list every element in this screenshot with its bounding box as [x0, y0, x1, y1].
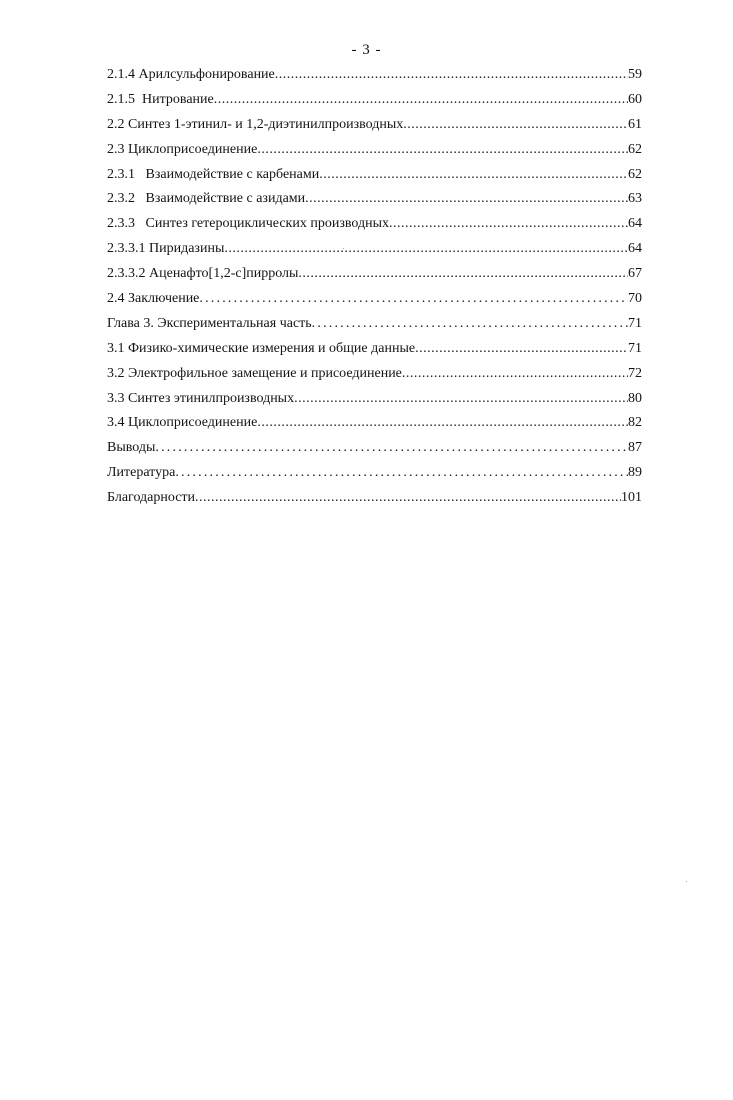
- toc-entry: [107, 66, 642, 91]
- toc-entry-page: 87: [628, 440, 642, 456]
- dot-leader: [415, 340, 628, 358]
- toc-entry-title: 2.1.4 Арилсульфонирование: [107, 67, 275, 82]
- toc-entry: [107, 414, 642, 439]
- toc-entry-page: 89: [628, 465, 642, 481]
- toc-entry: [107, 489, 642, 514]
- dot-leader: [257, 414, 628, 432]
- toc-entry-page: 80: [628, 390, 642, 406]
- toc-entry: [107, 166, 642, 191]
- toc-entry-title: 2.1.5 Нитрование: [107, 91, 214, 107]
- toc-entry: [107, 390, 642, 415]
- toc-entry-page: 101: [621, 490, 642, 506]
- toc-entry-page: 70: [628, 291, 642, 307]
- toc-entry-page: 82: [628, 415, 642, 431]
- toc-entry: [107, 365, 642, 390]
- dot-leader: [224, 240, 628, 258]
- dot-leader: [175, 464, 628, 482]
- table-of-contents: [107, 66, 642, 514]
- toc-entry-page: 63: [628, 191, 642, 207]
- dot-leader: [275, 66, 628, 84]
- toc-entry-title: 2.3 Циклоприсоединение: [107, 141, 258, 157]
- toc-entry-page: 64: [628, 241, 642, 257]
- toc-entry: [107, 240, 642, 265]
- toc-entry-title: 2.2 Синтез 1-этинил- и 1,2-диэтинилпроизводных: [107, 116, 404, 132]
- dot-leader: [319, 166, 628, 184]
- toc-entry-page: 62: [628, 166, 642, 182]
- toc-entry-title: 3.1 Физико-химические измерения и общие данные: [107, 340, 416, 356]
- toc-entry-title: 2.3.3.1 Пиридазины: [107, 241, 225, 257]
- toc-entry: [107, 290, 642, 315]
- toc-entry-title: 3.3 Синтез этинилпроизводных: [107, 390, 295, 406]
- toc-entry: [107, 190, 642, 215]
- dot-leader: [294, 390, 628, 408]
- toc-entry-title: Выводы: [107, 440, 156, 456]
- toc-entry: [107, 340, 642, 365]
- toc-entry-page: 62: [628, 141, 642, 157]
- dot-leader: [214, 91, 628, 109]
- toc-entry-page: 67: [628, 266, 642, 282]
- toc-entry: [107, 91, 642, 116]
- dot-leader: [402, 365, 628, 383]
- toc-entry: [107, 439, 642, 464]
- toc-entry-page: 71: [628, 340, 642, 356]
- toc-entry: [107, 116, 642, 141]
- dot-leader: [298, 265, 628, 283]
- dot-leader: [199, 290, 628, 308]
- dot-leader: [257, 141, 628, 159]
- toc-entry-page: 61: [628, 116, 642, 132]
- toc-entry-title: 2.3.1 Взаимодействие с карбенами: [107, 166, 320, 182]
- toc-entry-page: 59: [628, 67, 642, 82]
- page-number: - 3 -: [351, 42, 382, 58]
- toc-entry-title: 2.3.3.2 Аценафто[1,2-c]пирролы: [107, 266, 299, 282]
- scan-speck: [686, 881, 687, 882]
- toc-entry: [107, 315, 642, 340]
- dot-leader: [195, 489, 621, 507]
- toc-entry-title: 2.4 Заключение: [107, 291, 200, 307]
- toc-entry: [107, 215, 642, 240]
- toc-entry: [107, 265, 642, 290]
- scan-speck: [343, 248, 344, 249]
- toc-entry-title: 3.4 Циклоприсоединение: [107, 415, 258, 431]
- dot-leader: [403, 116, 628, 134]
- dot-leader: [312, 315, 628, 333]
- toc-entry-page: 64: [628, 216, 642, 232]
- toc-entry-page: 71: [628, 315, 642, 331]
- toc-entry-title: Глава 3. Экспериментальная часть: [107, 315, 312, 331]
- toc-entry-title: Литература: [107, 465, 176, 481]
- toc-entry-title: 2.3.2 Взаимодействие с азидами: [107, 191, 306, 207]
- toc-entry-title: 2.3.3 Синтез гетероциклических производных: [107, 216, 389, 232]
- toc-entry: [107, 141, 642, 166]
- dot-leader: [155, 439, 628, 457]
- dot-leader: [389, 215, 628, 233]
- toc-entry-title: Благодарности: [107, 490, 196, 506]
- toc-entry-page: 72: [628, 365, 642, 381]
- toc-entry: [107, 464, 642, 489]
- toc-entry-title: 3.2 Электрофильное замещение и присоединение: [107, 365, 402, 381]
- toc-entry-page: 60: [628, 91, 642, 107]
- dot-leader: [305, 190, 628, 208]
